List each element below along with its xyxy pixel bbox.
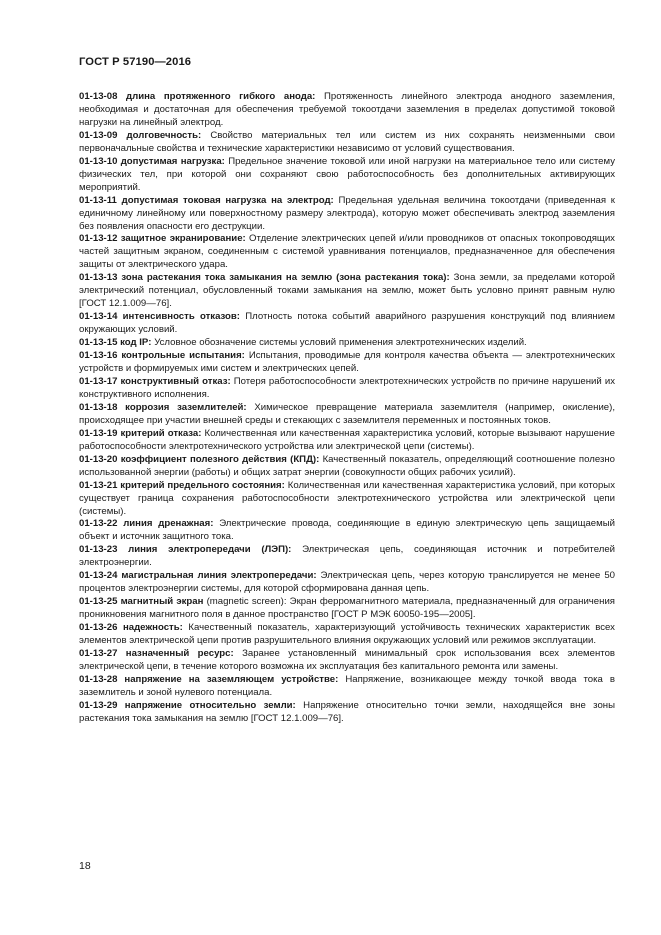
glossary-entry [79,570,615,596]
entry-code: 01-13-14 [79,311,118,323]
entry-code: 01-13-26 [79,622,118,634]
entry-term: интенсивность отказов: [122,311,241,323]
entry-code: 01-13-18 [79,401,118,413]
entry-definition: Отделение электрических цепей и/или проводников от опасных токопроводящих частей защитным экраном, соединенным с системой уравнивания потенциалов, предназначенное для обеспечения защиты от электрического удара. [79,233,615,271]
entry-definition: Испытания, проводимые для контроля качества объекта — электротехнических устройств и формируемых ими систем и электрических цепей. [79,350,615,375]
glossary-entry [79,130,615,156]
entry-code: 01-13-25 [79,596,118,608]
entry-definition: Потеря работоспособности электротехнических устройств по причине нарушений их конструктивного исполнения. [79,375,615,400]
entry-definition: (magnetic screen): Экран ферромагнитного материала, предназначенный для ограничения проникновения магнитного поля в данное пространство [ГОСТ Р МЭК 60050-195—2005]. [79,596,615,621]
entry-definition: Качественный показатель, определяющий соотношение полезно использованной энергии (работы) и общих затрат энергии (совокупности общих рабочих усилий). [79,453,616,478]
entry-term: критерий предельного состояния: [120,479,285,491]
entry-code: 01-13-29 [79,699,118,711]
glossary-entry [79,91,615,130]
entry-term: магнитный экран [120,596,204,608]
entry-code: 01-13-16 [79,350,118,362]
entry-term: коррозия заземлителей: [125,401,247,413]
entry-code: 01-13-28 [79,673,118,685]
entry-term: контрольные испытания: [121,350,245,362]
entry-term: долговечность: [126,129,202,141]
entry-code: 01-13-27 [79,647,118,659]
entry-term: критерий отказа: [120,427,202,439]
entry-term: зона растекания тока замыкания на землю (зона растекания тока): [121,272,450,284]
document-header: ГОСТ Р 57190—2016 [79,56,192,68]
entry-code: 01-13-09 [79,129,118,141]
glossary-entry [79,480,615,519]
entry-definition: Зона земли, за пределами которой электрический потенциал, обусловленный токами замыкания на землю, может быть условно принят равным нулю [ГОСТ 12.1.009—76]. [79,272,616,310]
entry-definition: Количественная или качественная характеристика условий, которые вызывают нарушение работоспособности электротехнического устройства или электрической цепи (системы). [79,427,615,452]
glossary-entry [79,622,615,648]
entry-term: конструктивный отказ: [120,375,231,387]
entry-definition: Предельная удельная величина токоотдачи (приведенная к единичному линейному или поверхностному размеру электрода), которую может обеспечивать электрод заземления без появления опасности его деструкции. [79,194,615,232]
glossary-entry [79,700,615,726]
entry-definition: Напряжение, возникающее между точкой ввода тока в заземлитель и зоной нулевого потенциала. [79,673,615,698]
entry-code: 01-13-13 [79,272,118,284]
glossary-entry [79,674,615,700]
glossary-entries [79,91,615,726]
entry-term: допустимая токовая нагрузка на электрод: [121,194,334,206]
glossary-entry [79,428,615,454]
entry-term: надежность: [122,622,183,634]
entry-definition: Качественный показатель, характеризующий устойчивость технических характеристик всех элементов электрической цепи против разрушительного влияния окружающих условий или режимов эксплуатации. [79,622,615,647]
entry-definition: Заранее установленный минимальный срок использования всех элементов электрической цепи, в течение которого возможна их эксплуатация без капитального ремонта или замены. [79,647,616,672]
glossary-entry [79,156,615,195]
entry-term: допустимая нагрузка: [120,155,225,167]
entry-term: напряжение относительно земли: [124,699,296,711]
entry-code: 01-13-22 [79,518,118,530]
entry-definition: Предельное значение токовой или иной нагрузки на материальное тело или систему физических тел, при которой они сохраняют свою работоспособность без дополнительных активирующих мероприятий. [79,155,615,193]
glossary-entry [79,454,615,480]
entry-term: код IP: [120,337,152,349]
entry-code: 01-13-23 [79,544,118,556]
entry-code: 01-13-11 [79,194,117,206]
entry-definition: Напряжение относительно точки земли, находящейся вне зоны растекания тока замыкания на землю [ГОСТ 12.1.009—76]. [79,699,615,724]
entry-code: 01-13-15 [79,337,118,349]
entry-definition: Плотность потока событий аварийного разрушения конструкций под влиянием окружающих условий. [79,311,615,336]
entry-term: длина протяженного гибкого анода: [126,91,316,102]
entry-code: 01-13-17 [79,375,118,387]
glossary-entry [79,195,615,234]
glossary-entry [79,350,615,376]
glossary-entry [79,311,615,337]
entry-definition: Электрическая цепь, через которую транслируется не менее 50 процентов электроэнергии системы, для которой сформирована данная цепь. [79,570,615,595]
entry-definition: Количественная или качественная характеристика условий, при которых существует граница сохранения работоспособности электротехнического устройства или электрической цепи (системы). [79,479,615,517]
entry-definition: Условное обозначение системы условий применения электротехнических изделий. [154,337,527,349]
entry-code: 01-13-19 [79,427,118,439]
entry-term: напряжение на заземляющем устройстве: [124,673,339,685]
glossary-entry [79,233,615,272]
entry-definition: Протяженность линейного электрода анодного заземления, необходимая и достаточная для обеспечения требуемой токоотдачи заземления в пределах допустимой токовой нагрузки на линейный электрод. [79,91,616,128]
entry-definition: Химическое превращение материала заземлителя (например, окисление), происходящее при участии внешней среды и стекающих с заземлителя переменных и постоянных токов. [79,401,615,426]
entry-term: магистральная линия электропередачи: [121,570,317,582]
entry-term: коэффициент полезного действия (КПД): [120,453,320,465]
entry-code: 01-13-24 [79,570,118,582]
entry-definition: Свойство материальных тел или систем из них сохранять неизменными свои первоначальные свойства и технические характеристики независимо от условий существования. [79,129,615,154]
glossary-entry [79,544,615,570]
entry-definition: Электрические провода, соединяющие в единую электрическую цепь защищаемый объект и источник защитного тока. [79,518,615,543]
entry-term: защитное экранирование: [120,233,246,245]
entry-code: 01-13-21 [79,479,118,491]
entry-code: 01-13-08 [79,91,118,102]
entry-code: 01-13-20 [79,453,118,465]
glossary-entry [79,402,615,428]
glossary-entry [79,376,615,402]
entry-definition: Электрическая цепь, соединяющая источник и потребителей электроэнергии. [79,544,616,569]
glossary-entry [79,596,615,622]
glossary-entry [79,272,615,311]
entry-code: 01-13-12 [79,233,118,245]
glossary-entry [79,648,615,674]
entry-code: 01-13-10 [79,155,118,167]
entry-term: линия электропередачи (ЛЭП): [128,544,292,556]
entry-term: линия дренажная: [123,518,214,530]
glossary-entry [79,337,615,350]
page-number: 18 [79,860,91,872]
glossary-entry [79,518,615,544]
entry-term: назначенный ресурс: [125,647,234,659]
